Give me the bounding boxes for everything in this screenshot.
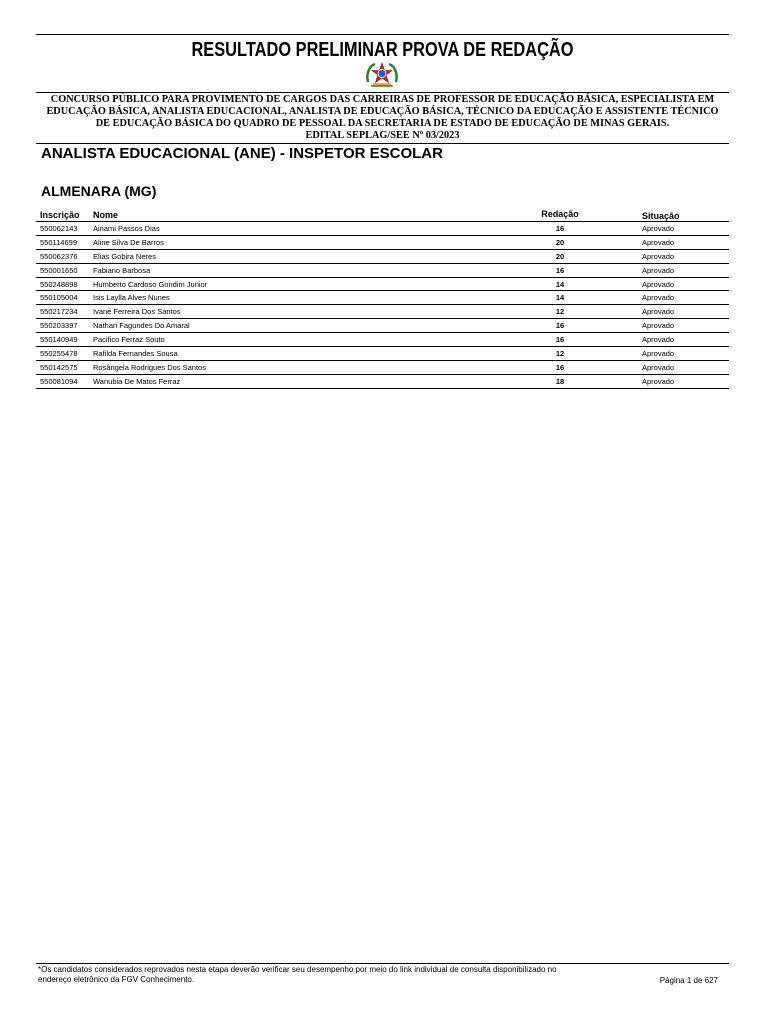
column-header-nome: Nome <box>93 210 119 220</box>
city-heading: ALMENARA (MG) <box>41 183 157 199</box>
cell-redacao: 14 <box>555 279 565 289</box>
cell-inscricao: 550203397 <box>40 321 78 331</box>
contest-line: CONCURSO PÚBLICO PARA PROVIMENTO DE CARGOS DAS CARREIRAS DE PROFESSOR DE EDUCAÇÃO BÁSICA, ESPECIALISTA EM <box>50 94 715 105</box>
cell-nome: Humberto Cardoso Gondim Junior <box>93 279 208 289</box>
cell-nome: Fabiano Barbosa <box>93 265 151 275</box>
cell-redacao: 18 <box>555 376 565 386</box>
table-row <box>36 375 729 389</box>
cell-situacao: Aprovado <box>642 376 675 386</box>
cell-inscricao: 550001650 <box>40 265 78 275</box>
column-header-situacao: Situação <box>642 211 680 221</box>
footnote <box>38 965 638 985</box>
cell-situacao: Aprovado <box>642 237 675 247</box>
cell-redacao: 14 <box>555 293 565 303</box>
results-table <box>36 222 729 389</box>
cell-situacao: Aprovado <box>642 224 675 233</box>
table-header <box>36 208 729 222</box>
table-row <box>36 222 729 236</box>
cell-situacao: Aprovado <box>642 265 675 275</box>
cell-redacao: 16 <box>555 335 565 345</box>
page-title: RESULTADO PRELIMINAR PROVA DE REDAÇÃO <box>191 39 574 61</box>
cell-inscricao: 550248898 <box>40 279 78 289</box>
document-page <box>36 0 729 1024</box>
cell-redacao: 20 <box>555 251 565 261</box>
cell-situacao: Aprovado <box>642 321 675 331</box>
cell-redacao: 16 <box>555 224 565 233</box>
cell-nome: Elias Gobira Neres <box>93 251 156 261</box>
column-header-redacao: Redação <box>541 209 579 219</box>
cell-inscricao: 550114699 <box>40 237 77 247</box>
cargo-heading: ANALISTA EDUCACIONAL (ANE) - INSPETOR ESCOLAR <box>41 145 443 162</box>
column-header-inscricao: Inscrição <box>40 210 80 220</box>
cell-inscricao: 550105004 <box>40 293 78 303</box>
cell-situacao: Aprovado <box>642 293 675 303</box>
cell-nome: Ivané Ferreira Dos Santos <box>93 307 181 317</box>
cell-inscricao: 550062143 <box>40 224 78 233</box>
coat-of-arms-icon <box>365 60 399 90</box>
cell-redacao: 16 <box>555 265 565 275</box>
table-row <box>36 236 729 250</box>
table-row <box>36 264 729 278</box>
contest-description <box>36 94 729 142</box>
contest-line: EDUCAÇÃO BÁSICA, ANALISTA EDUCACIONAL, ANALISTA DE EDUCAÇÃO BÁSICA, TÉCNICO DA EDUCAÇÃO E ASSISTENTE TÉCNICO <box>46 106 719 117</box>
cell-nome: Isis Laylla Alves Nunes <box>93 293 170 303</box>
page-number: Página 1 de 627 <box>659 976 718 985</box>
cell-redacao: 16 <box>555 362 565 372</box>
cell-situacao: Aprovado <box>642 251 675 261</box>
footnote-line: *Os candidatos considerados reprovados nesta etapa deverão verificar seu desempenho por meio do link individual de consulta disponibilizado no <box>38 965 557 974</box>
top-rule <box>36 34 729 35</box>
cell-situacao: Aprovado <box>642 335 675 345</box>
cell-inscricao: 550255478 <box>40 349 78 359</box>
cell-inscricao: 550140949 <box>40 335 78 345</box>
footer-rule <box>36 963 729 964</box>
table-row <box>36 347 729 361</box>
cell-nome: Rafilda Fernandes Sousa <box>93 349 178 359</box>
cell-situacao: Aprovado <box>642 362 675 372</box>
contest-edital: EDITAL SEPLAG/SEE Nº 03/2023 <box>305 130 460 141</box>
cell-inscricao: 550081094 <box>40 376 78 386</box>
table-row <box>36 250 729 264</box>
cell-nome: Rosângela Rodrigues Dos Santos <box>93 362 206 372</box>
cell-redacao: 12 <box>555 349 565 359</box>
cell-situacao: Aprovado <box>642 307 675 317</box>
cell-situacao: Aprovado <box>642 279 675 289</box>
table-row <box>36 319 729 333</box>
table-row <box>36 361 729 375</box>
cell-nome: Nathan Fagundes Do Amaral <box>93 321 190 331</box>
cell-nome: Pacifico Ferraz Souto <box>93 335 165 345</box>
header-rule <box>36 92 729 93</box>
table-row <box>36 291 729 305</box>
footnote-line: endereço eletrônico da FGV Conhecimento. <box>38 975 195 984</box>
contest-rule <box>36 143 729 144</box>
contest-line: DE EDUCAÇÃO BÁSICA DO QUADRO DE PESSOAL DA SECRETARIA DE ESTADO DE EDUCAÇÃO DE MINAS GERAIS. <box>95 118 670 129</box>
table-row <box>36 305 729 319</box>
table-row <box>36 278 729 292</box>
cell-redacao: 12 <box>555 307 565 317</box>
cell-redacao: 16 <box>555 321 565 331</box>
cell-inscricao: 550142575 <box>40 362 78 372</box>
cell-inscricao: 550062376 <box>40 251 78 261</box>
cell-nome: Wanubia De Matos Ferraz <box>93 376 181 386</box>
cell-redacao: 20 <box>555 237 565 247</box>
cell-situacao: Aprovado <box>642 349 675 359</box>
cell-nome: Aline Silva De Barros <box>93 237 164 247</box>
table-row <box>36 333 729 347</box>
cell-nome: Ainami Passos Dias <box>93 224 160 233</box>
cell-inscricao: 550217234 <box>40 307 78 317</box>
